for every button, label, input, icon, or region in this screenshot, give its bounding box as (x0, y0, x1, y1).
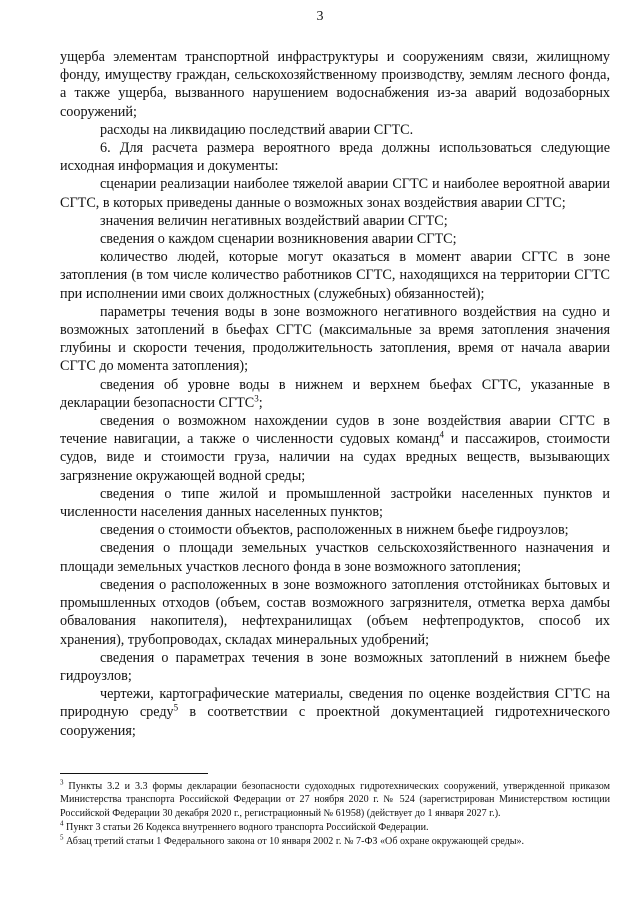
paragraph-water-level-end: ; (258, 394, 263, 411)
footnote-number: 4 (60, 819, 64, 828)
footnote-ref-3: 3 (254, 393, 259, 404)
footnote-5 (60, 835, 610, 848)
footnotes (60, 780, 610, 849)
paragraph-vessels-end: и пассажиров, стоимости судов, виде и стоимости груза, наличии на судах вредных веществ, вызывающих загрязнение окружающей водной среды; (60, 431, 611, 484)
footnote-4 (60, 821, 610, 834)
paragraph-land-area: сведения о площади земельных участков сельскохозяйственного назначения и площади земельных участков лесного фонда в зоне возможного затопления; (60, 540, 610, 575)
footnote-3 (60, 780, 610, 820)
paragraph-flow-parameters: параметры течения воды в зоне возможного негативного воздействия на судно и возможных затоплений в бьефах СГТС (максимальные за время затопления значения глубины и скорости течения, продолжительность затопления, время от начала аварии СГТС до момента затопления); (60, 303, 610, 375)
paragraph-scenario-info: сведения о каждом сценарии возникновения аварии СГТС; (100, 231, 457, 248)
paragraph-objects-cost: сведения о стоимости объектов, расположенных в нижнем бьефе гидроузлов; (100, 522, 569, 539)
footnote-text: Пункт 3 статьи 26 Кодекса внутреннего водного транспорта Российской Федерации. (63, 821, 429, 833)
footnote-text: Пункты 3.2 и 3.3 формы декларации безопасности судоходных гидротехнических сооружений, утвержденной приказом Министерства транспорта Российской Федерации от 27 ноября 2020 г. № 524 (зарегистрирован Министерством юстиции Российской Федерации 30 декабря 2020 г., регистрационный № 61958) (действует до 1 января 2027 г.). (60, 781, 610, 819)
paragraph-scenarios: сценарии реализации наиболее тяжелой аварии СГТС и наиболее вероятной аварии СГТС, в которых приведены данные о возможных зонах воздействия аварии СГТС; (60, 176, 610, 211)
paragraph-downstream-flow: сведения о параметрах течения в зоне возможных затоплений в нижнем бьефе гидроузлов; (60, 649, 610, 684)
paragraph-vessels-text: сведения о возможном нахождении судов в зоне воздействия аварии СГТС в течение навигации, а также о численности судовых команд (60, 413, 610, 448)
paragraph-damage-continuation: ущерба элементам транспортной инфраструктуры и сооружениям связи, жилищному фонду, имуществу граждан, сельскохозяйственному производству, землям лесного фонда, а также ущерба, вызванного нарушением водоснабжения из-за аварий водозаборных сооружений; (60, 49, 610, 120)
paragraph-vessels (60, 412, 610, 485)
paragraph-item-6: 6. Для расчета размера вероятного вреда должны использоваться следующие исходная информация и документы: (60, 140, 610, 175)
footnote-text: Абзац третий статьи 1 Федерального закона от 10 января 2002 г. № 7-ФЗ «Об охране окружающей среды». (63, 836, 525, 848)
footnote-number: 3 (60, 778, 64, 787)
paragraph-drawings (60, 685, 610, 740)
paragraph-people-count: количество людей, которые могут оказаться в момент аварии СГТС в зоне затопления (в том числе количество работников СГТС, находящихся на территории СГТС при исполнении ими своих должностных (служебных) обязанностей); (60, 249, 610, 302)
footnote-ref-4: 4 (439, 429, 445, 440)
page-number: 3 (316, 9, 324, 24)
paragraph-water-level-text: сведения об уровне воды в нижнем и верхнем бьефах СГТС, указанные в декларации безопасности СГТС (60, 376, 610, 411)
footnote-number: 5 (60, 833, 64, 842)
paragraph-drawings-end: в соответствии с проектной документацией гидротехнического сооружения; (60, 704, 611, 739)
paragraph-impact-values: значения величин негативных воздействий аварии СГТС; (100, 212, 448, 229)
paragraph-water-level (60, 376, 610, 412)
footnote-separator (60, 773, 208, 774)
paragraph-liquidation-costs: расходы на ликвидацию последствий аварии СГТС. (100, 121, 414, 138)
document-body (60, 48, 610, 740)
footnote-ref-5: 5 (173, 702, 179, 713)
paragraph-buildings: сведения о типе жилой и промышленной застройки населенных пунктов и численности населения данных населенных пунктов; (60, 485, 610, 521)
paragraph-drawings-text: чертежи, картографические материалы, сведения по оценке воздействия СГТС на природную среду (60, 686, 610, 721)
paragraph-waste-storage: сведения о расположенных в зоне возможного затопления отстойниках бытовых и промышленных отходов (объем, состав возможного загрязнителя, отметка верха дамбы обвалования накопителя), нефтехранилищах (объем нефтепродуктов, способ их хранения), трубопроводах, складах минеральных удобрений; (60, 576, 610, 648)
